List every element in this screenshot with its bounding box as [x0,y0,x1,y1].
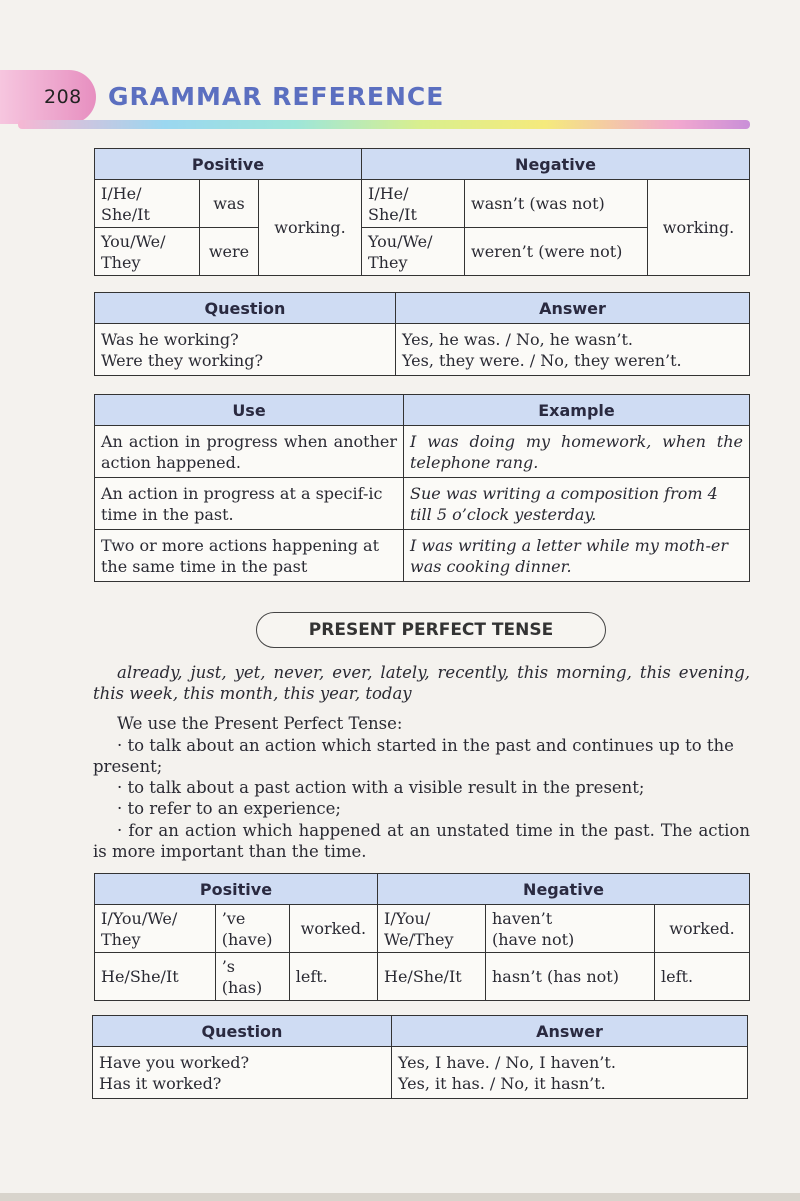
neg-subject-cell: He/She/It [378,953,486,1001]
negative-header: Negative [362,149,750,180]
use-cell: An action in progress when another action happened. [95,426,404,478]
use-header: Use [95,395,404,426]
use-cell: Two or more actions happening at the same time in the past [95,530,404,582]
verb-cell: left. [289,953,377,1001]
intro-text: We use the Present Perfect Tense: [117,714,403,733]
neg-subject-cell: You/We/ They [362,228,465,276]
subject-cell: You/We/ They [95,228,200,276]
negative-header: Negative [378,874,750,905]
present-perfect-qa-table [92,1015,748,1099]
aux-cell: ’s (has) [215,953,289,1001]
neg-aux-cell: wasn’t (was not) [465,180,648,228]
questions-cell: Have you worked? Has it worked? [93,1047,392,1099]
neg-aux-cell: weren’t (were not) [465,228,648,276]
past-continuous-qa-table [94,292,750,376]
past-continuous-use-table [94,394,750,582]
question-header: Question [95,293,396,324]
use-item: · to talk about a past action with a visible result in the present; [117,778,645,797]
aux-cell: was [200,180,259,228]
positive-header: Positive [95,874,378,905]
use-item: · for an action which happened at an unstated time in the past. The action is more important than the time. [93,821,750,861]
present-perfect-forms-table [94,873,750,1001]
positive-header: Positive [95,149,362,180]
neg-subject-cell: I/You/ We/They [378,905,486,953]
neg-aux-cell: hasn’t (has not) [486,953,655,1001]
subject-cell: He/She/It [95,953,216,1001]
neg-subject-cell: I/He/ She/It [362,180,465,228]
neg-aux-cell: haven’t (have not) [486,905,655,953]
neg-verb-cell: worked. [655,905,750,953]
page-edge [0,1193,800,1201]
answer-header: Answer [396,293,750,324]
answers-cell: Yes, he was. / No, he wasn’t. Yes, they were. / No, they weren’t. [396,324,750,376]
use-item: · to refer to an experience; [117,799,341,818]
example-cell: I was writing a letter while my moth-er was cooking dinner. [404,530,750,582]
subject-cell: I/He/ She/It [95,180,200,228]
answer-header: Answer [392,1016,748,1047]
use-item: · to talk about an action which started in the past and continues up to the present; [93,736,734,776]
time-markers: already, just, yet, never, ever, lately, recently, this morning, this evening, this week, this month, this year, today [93,663,750,703]
page-number: 208 [44,86,82,108]
question-header: Question [93,1016,392,1047]
past-continuous-forms-table [94,148,750,276]
example-cell: I was doing my homework, when the telephone rang. [404,426,750,478]
questions-cell: Was he working? Were they working? [95,324,396,376]
neg-verb-cell: left. [655,953,750,1001]
example-header: Example [404,395,750,426]
page-title: GRAMMAR REFERENCE [108,82,445,111]
neg-verb-cell: working. [648,180,750,276]
verb-cell: working. [259,180,362,276]
aux-cell: were [200,228,259,276]
section-title: PRESENT PERFECT TENSE [256,612,606,648]
verb-cell: worked. [289,905,377,953]
example-cell: Sue was writing a composition from 4 till 5 o’clock yesterday. [404,478,750,530]
aux-cell: ’ve (have) [215,905,289,953]
use-cell: An action in progress at a specif-ic time in the past. [95,478,404,530]
subject-cell: I/You/We/ They [95,905,216,953]
rainbow-divider [18,120,750,129]
answers-cell: Yes, I have. / No, I haven’t. Yes, it has. / No, it hasn’t. [392,1047,748,1099]
